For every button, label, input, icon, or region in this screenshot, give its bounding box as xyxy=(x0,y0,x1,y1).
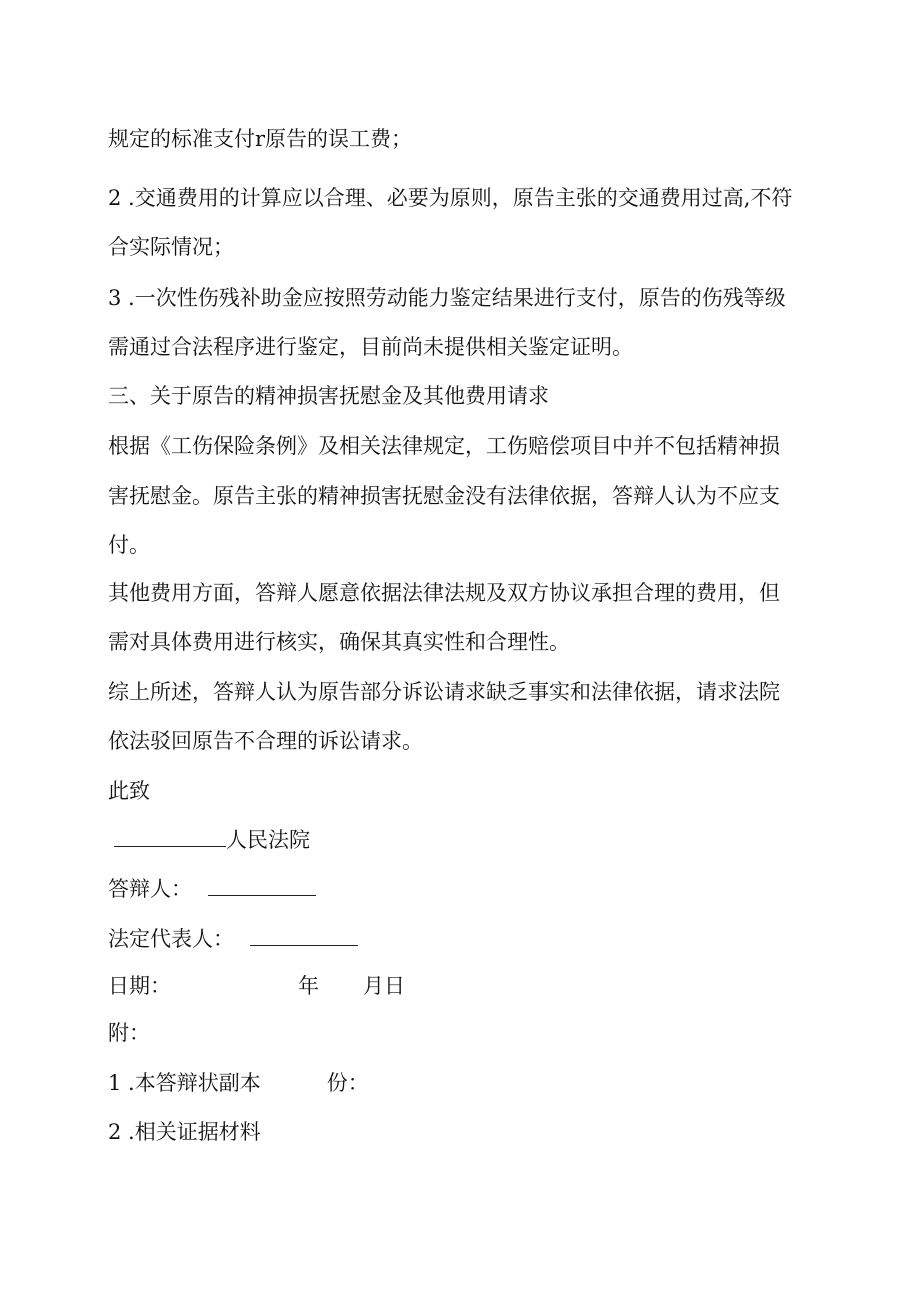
paragraph-line: 3 .一次性伤残补助金应按照劳动能力鉴定结果进行支付，原告的伤残等级 xyxy=(108,286,786,310)
date-line xyxy=(108,971,405,1001)
respondent-line xyxy=(108,873,316,904)
court-name-blank xyxy=(114,824,226,847)
respondent-label: 答辩人： xyxy=(108,877,192,901)
attachments-heading: 附： xyxy=(108,1021,150,1045)
legal-rep-blank xyxy=(250,923,358,946)
legal-rep-line xyxy=(108,923,358,954)
salutation: 此致 xyxy=(108,779,150,803)
section-heading: 三、关于原告的精神损害抚慰金及其他费用请求 xyxy=(108,384,549,408)
paragraph-line: 规定的标准支付r原告的误工费； xyxy=(108,127,413,151)
month-day-label: 月日 xyxy=(363,974,405,998)
attachment-item-2: 2 .相关证据材料 xyxy=(108,1120,261,1144)
attachment-item-1-suffix: 份： xyxy=(326,1071,369,1095)
paragraph-line: 害抚慰金。原告主张的精神损害抚慰金没有法律依据，答辩人认为不应支 xyxy=(108,484,780,508)
court-suffix: 人民法院 xyxy=(226,828,310,852)
paragraph-line: 综上所述，答辩人认为原告部分诉讼请求缺乏事实和法律依据，请求法院 xyxy=(108,680,780,704)
paragraph-line: 需通过合法程序进行鉴定，目前尚未提供相关鉴定证明。 xyxy=(108,335,633,359)
legal-rep-label: 法定代表人： xyxy=(108,927,234,951)
paragraph-line: 依法驳回原告不合理的诉讼请求。 xyxy=(108,729,423,753)
court-line xyxy=(108,824,310,855)
paragraph-line: 合实际情况； xyxy=(108,235,234,259)
attachment-item-1 xyxy=(108,1068,369,1098)
paragraph-line: 付。 xyxy=(108,533,150,557)
respondent-blank xyxy=(208,873,316,896)
attachment-item-1-prefix: 1 .本答辩状副本 xyxy=(108,1071,261,1095)
date-label: 日期： xyxy=(108,974,171,998)
paragraph-line: 根据《工伤保险条例》及相关法律规定，工伤赔偿项目中并不包括精神损 xyxy=(108,434,780,458)
paragraph-line: 需对具体费用进行核实，确保其真实性和合理性。 xyxy=(108,630,570,654)
paragraph-line: 2 .交通费用的计算应以合理、必要为原则，原告主张的交通费用过高,不符 xyxy=(108,186,793,210)
year-label: 年 xyxy=(298,974,319,998)
paragraph-line: 其他费用方面，答辩人愿意依据法律法规及双方协议承担合理的费用，但 xyxy=(108,581,780,605)
